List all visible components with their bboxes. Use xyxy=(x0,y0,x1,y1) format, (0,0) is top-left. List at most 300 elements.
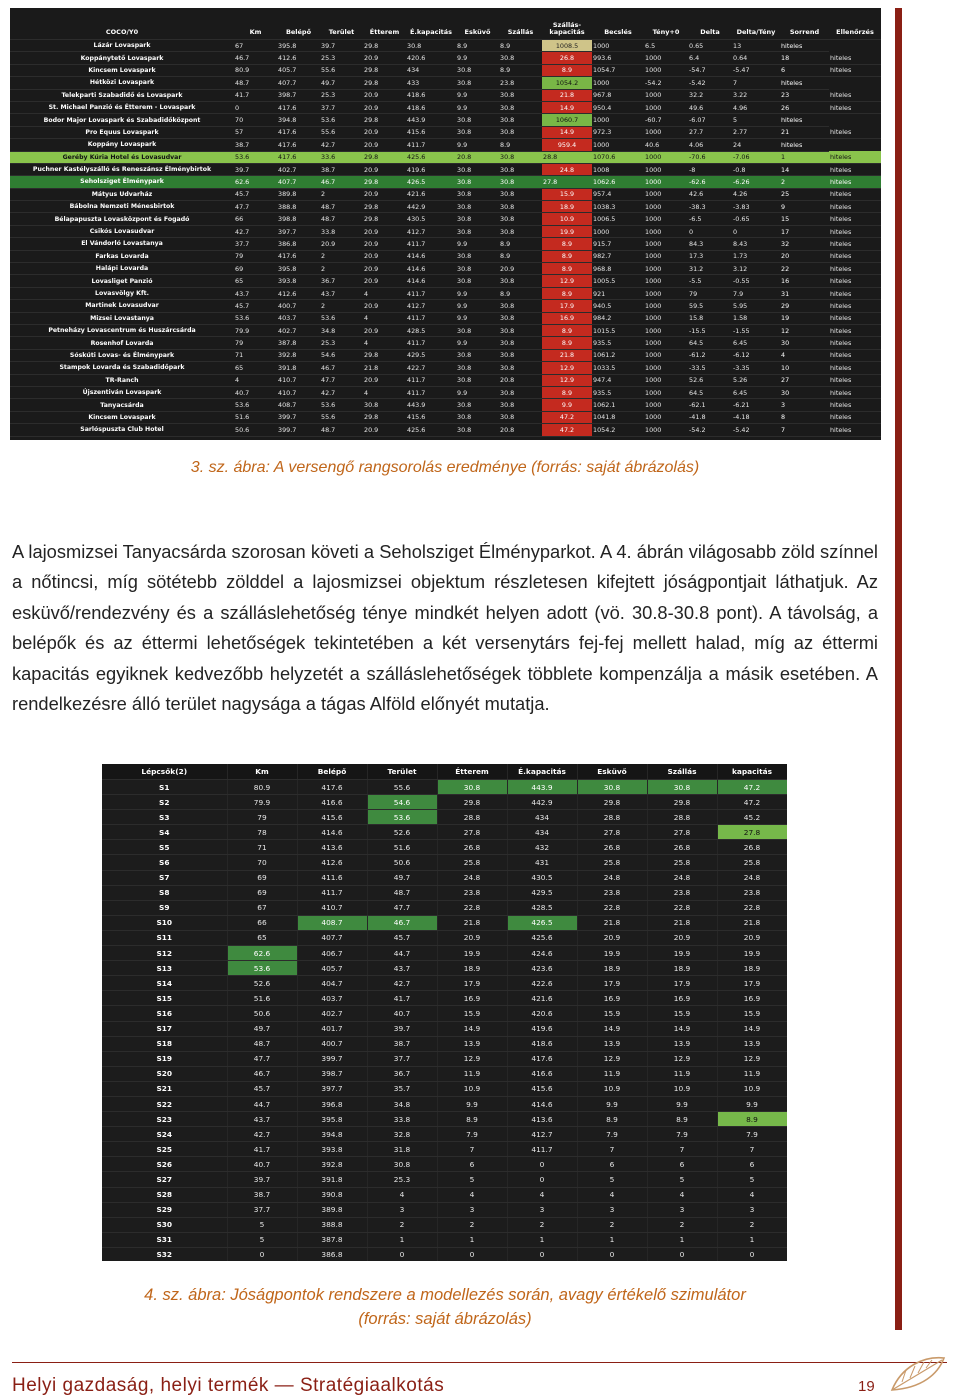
table-cell: 19.9 xyxy=(717,946,787,961)
table-row xyxy=(10,139,881,151)
table-cell: 1062.6 xyxy=(592,176,644,188)
table-row xyxy=(10,126,881,138)
table-cell: 7 xyxy=(717,1142,787,1157)
table-cell: 412.6 xyxy=(277,287,320,299)
table-cell: 55.6 xyxy=(367,780,437,795)
row-name: Bodor Major Lovaspark és Szabadidőközpont xyxy=(10,114,234,126)
table-cell: 13.9 xyxy=(647,1036,717,1051)
table-cell: 2 xyxy=(320,188,363,200)
table-cell: 6 xyxy=(717,1157,787,1172)
figure-4-caption xyxy=(0,1283,890,1331)
table-cell: 20.9 xyxy=(363,250,406,262)
table-cell: -6.21 xyxy=(732,399,780,411)
table-cell: 26.8 xyxy=(542,52,592,64)
table-cell: 935.5 xyxy=(592,386,644,398)
table-cell: 4 xyxy=(507,1187,577,1202)
table-cell: 20.9 xyxy=(363,275,406,287)
table-cell: 47.2 xyxy=(717,780,787,795)
table-cell: 31.2 xyxy=(688,263,732,275)
table-cell: -33.5 xyxy=(688,362,732,374)
table-cell: 15.9 xyxy=(647,1006,717,1021)
table-cell: 1000 xyxy=(592,225,644,237)
table-cell: 48.7 xyxy=(234,77,277,89)
table-cell: hiteles xyxy=(780,77,829,89)
table-cell: 16 xyxy=(780,275,829,287)
table-cell: 4.96 xyxy=(732,101,780,113)
table-cell: 29.8 xyxy=(577,795,647,810)
table-cell: 399.7 xyxy=(297,1051,367,1066)
table-cell: 20.9 xyxy=(363,52,406,64)
table-cell: 398.8 xyxy=(277,213,320,225)
table-cell: 22.8 xyxy=(717,900,787,915)
table-cell: 425.6 xyxy=(406,151,456,163)
table-cell: hiteles xyxy=(829,399,881,411)
table-cell: 30.8 xyxy=(456,188,499,200)
table-cell: 390.8 xyxy=(297,1187,367,1202)
table-cell: 40.6 xyxy=(644,139,688,151)
table-row xyxy=(10,238,881,250)
row-name: Puchner Kastélyszálló és Reneszánsz Élménybirtok xyxy=(10,163,234,175)
table-cell: 22.8 xyxy=(577,900,647,915)
step-label: S14 xyxy=(102,976,227,991)
table-cell: 393.8 xyxy=(297,1142,367,1157)
table-cell: 17 xyxy=(780,225,829,237)
table-cell: 30.8 xyxy=(456,225,499,237)
table-cell: 42.7 xyxy=(234,225,277,237)
table-cell: 18.9 xyxy=(577,961,647,976)
table-cell: hiteles xyxy=(829,52,881,64)
table-cell: -5.42 xyxy=(688,77,732,89)
table-cell: 421.6 xyxy=(406,188,456,200)
table-cell: 39.7 xyxy=(367,1021,437,1036)
table-row xyxy=(102,961,787,976)
row-name: Lázár Lovaspark xyxy=(10,40,234,52)
table-cell: 8.9 xyxy=(437,1112,507,1127)
table-cell: 391.8 xyxy=(277,362,320,374)
table-cell: 1 xyxy=(507,1232,577,1247)
table-cell: 4 xyxy=(234,374,277,386)
table-cell: 0 xyxy=(647,1247,717,1261)
table-cell: 1.73 xyxy=(732,250,780,262)
table-cell: hiteles xyxy=(829,213,881,225)
table-cell: 14.9 xyxy=(577,1021,647,1036)
table-cell: 53.6 xyxy=(234,399,277,411)
table-cell: 414.6 xyxy=(507,1096,577,1111)
table-cell: 6.45 xyxy=(732,337,780,349)
table-row xyxy=(10,163,881,175)
row-name: Lovasliget Panzió xyxy=(10,275,234,287)
table-cell: 4 xyxy=(437,1187,507,1202)
step-label: S29 xyxy=(102,1202,227,1217)
table-row xyxy=(102,870,787,885)
table-cell: 0 xyxy=(234,101,277,113)
step-label: S5 xyxy=(102,840,227,855)
row-name: Rosenhof Lovarda xyxy=(10,337,234,349)
table-cell: 7.9 xyxy=(717,1127,787,1142)
table-cell: 15.9 xyxy=(542,188,592,200)
table-cell: 30.8 xyxy=(456,324,499,336)
table-cell: 43.7 xyxy=(227,1112,297,1127)
table-cell: 22 xyxy=(780,263,829,275)
table-cell: 5.95 xyxy=(732,300,780,312)
table-cell: 9.9 xyxy=(456,337,499,349)
table-cell: 29.8 xyxy=(363,349,406,361)
row-name: Stampok Lovarda és Szabadidőpark xyxy=(10,362,234,374)
table-cell: 30.8 xyxy=(367,1157,437,1172)
table-cell: 2 xyxy=(320,300,363,312)
table-row xyxy=(102,1232,787,1247)
table-cell: 79 xyxy=(227,810,297,825)
table-cell: 79 xyxy=(688,287,732,299)
table-cell: 1 xyxy=(367,1232,437,1247)
table-cell: 1000 xyxy=(644,424,688,436)
column-header: Km xyxy=(227,764,297,780)
table-row xyxy=(10,201,881,213)
table-cell: 43.7 xyxy=(367,961,437,976)
table-cell: 411.7 xyxy=(406,139,456,151)
table-cell: 443.9 xyxy=(406,399,456,411)
table-cell: hiteles xyxy=(829,201,881,213)
table-cell: 425.6 xyxy=(406,424,456,436)
table-cell: 19 xyxy=(780,312,829,324)
table-cell: 32.8 xyxy=(367,1127,437,1142)
table-cell: 21 xyxy=(780,126,829,138)
table-cell: 959.4 xyxy=(542,139,592,151)
table-cell: 48.7 xyxy=(367,885,437,900)
table-cell: 8.9 xyxy=(577,1112,647,1127)
table-cell: 18 xyxy=(780,52,829,64)
table-cell: 16.9 xyxy=(577,991,647,1006)
table-cell: 7 xyxy=(647,1142,717,1157)
table-cell: -3.35 xyxy=(732,362,780,374)
table-cell: 27.8 xyxy=(647,825,717,840)
table-cell: 1000 xyxy=(644,250,688,262)
table-cell: 11.9 xyxy=(647,1066,717,1081)
column-header: Esküvő xyxy=(456,8,499,40)
table-cell: 5 xyxy=(647,1172,717,1187)
table-cell: 417.6 xyxy=(277,101,320,113)
table-cell: 8.9 xyxy=(542,386,592,398)
table-cell: 1000 xyxy=(644,362,688,374)
table-cell: 417.6 xyxy=(277,151,320,163)
table-cell: 430.5 xyxy=(406,213,456,225)
column-header: Lépcsők(2) xyxy=(102,764,227,780)
table-cell: 411.6 xyxy=(297,870,367,885)
table-cell: 51.6 xyxy=(234,411,277,423)
table-cell: 6 xyxy=(780,64,829,76)
table-cell: 64.5 xyxy=(688,337,732,349)
table-cell: -6.12 xyxy=(732,349,780,361)
table-cell: 29.8 xyxy=(437,795,507,810)
table-cell: 62.6 xyxy=(227,946,297,961)
table-cell: 24.8 xyxy=(577,870,647,885)
row-name: Petneházy Lovascentrum és Huszárcsárda xyxy=(10,324,234,336)
table-cell: 30.8 xyxy=(456,64,499,76)
table-row xyxy=(10,411,881,423)
table-cell: 7.9 xyxy=(732,287,780,299)
table-row xyxy=(10,399,881,411)
table-cell: 50.6 xyxy=(234,424,277,436)
step-label: S12 xyxy=(102,946,227,961)
table-cell: 41.7 xyxy=(234,89,277,101)
table-cell: 388.8 xyxy=(277,201,320,213)
table-cell: 1041.8 xyxy=(592,411,644,423)
row-name: Pro Equus Lovaspark xyxy=(10,126,234,138)
table-cell: 57 xyxy=(234,126,277,138)
table-cell: 12.9 xyxy=(542,275,592,287)
table-cell: 30.8 xyxy=(456,213,499,225)
table-cell: 984.2 xyxy=(592,312,644,324)
table-cell: 18.9 xyxy=(437,961,507,976)
table-cell: -60.7 xyxy=(644,114,688,126)
table-cell: 5 xyxy=(732,114,780,126)
table-cell: 18.9 xyxy=(647,961,717,976)
table-cell: 1054.2 xyxy=(592,424,644,436)
table-cell: 30.8 xyxy=(456,176,499,188)
table-cell: 10 xyxy=(780,362,829,374)
table-cell: -8 xyxy=(688,163,732,175)
table-cell: 25.3 xyxy=(367,1172,437,1187)
table-cell: 1060.7 xyxy=(542,114,592,126)
table-cell: 79 xyxy=(234,337,277,349)
table-cell: 443.9 xyxy=(507,780,577,795)
table-cell: hiteles xyxy=(829,275,881,287)
table-cell: 33.8 xyxy=(367,1112,437,1127)
table-cell: 1000 xyxy=(644,275,688,287)
table-cell: 23 xyxy=(780,89,829,101)
table-cell: hiteles xyxy=(829,89,881,101)
column-header: Szállás xyxy=(647,764,717,780)
table-cell: 386.8 xyxy=(297,1247,367,1261)
row-name: Kincsem Lovaspark xyxy=(10,411,234,423)
table-cell: 414.6 xyxy=(406,275,456,287)
table-cell: 34.8 xyxy=(367,1096,437,1111)
table-cell: 64.5 xyxy=(688,386,732,398)
table-cell: 7 xyxy=(437,1142,507,1157)
table-cell: 46.7 xyxy=(320,176,363,188)
table-cell: 411.7 xyxy=(406,287,456,299)
table-cell: 19.9 xyxy=(542,225,592,237)
column-header: Étterem xyxy=(437,764,507,780)
table-cell: 42.7 xyxy=(367,976,437,991)
figure-4-caption-line2: (forrás: saját ábrázolás) xyxy=(358,1310,532,1328)
column-header: Sorrend xyxy=(780,8,829,40)
table-cell: 48.7 xyxy=(227,1036,297,1051)
table-cell: 20.9 xyxy=(647,930,717,945)
table-cell: 1000 xyxy=(644,349,688,361)
table-cell: 1054.2 xyxy=(542,77,592,89)
table-cell: -6.07 xyxy=(688,114,732,126)
table-cell: hiteles xyxy=(829,386,881,398)
column-header: Belépő xyxy=(277,8,320,40)
table-cell: 411.7 xyxy=(406,312,456,324)
table-cell: 24.8 xyxy=(717,870,787,885)
table-cell: 29.8 xyxy=(647,795,717,810)
table-cell: 26.8 xyxy=(577,840,647,855)
table-cell: 30.8 xyxy=(456,201,499,213)
table-cell: -5.47 xyxy=(732,64,780,76)
table-cell: 9.9 xyxy=(456,287,499,299)
table-cell: 31 xyxy=(780,287,829,299)
row-name: Mátyus Udvarház xyxy=(10,188,234,200)
table-cell: 20.9 xyxy=(363,300,406,312)
table-cell: 37.7 xyxy=(234,238,277,250)
table-cell: 2 xyxy=(507,1217,577,1232)
table-cell: 1000 xyxy=(644,263,688,275)
table-cell: 20.9 xyxy=(363,101,406,113)
table-cell: 80.9 xyxy=(234,64,277,76)
table-cell: 3 xyxy=(577,1202,647,1217)
table-cell: 30.8 xyxy=(499,399,542,411)
table-cell: 79.9 xyxy=(234,324,277,336)
table-row xyxy=(102,1217,787,1232)
table-cell: 70 xyxy=(227,855,297,870)
table-cell: 17.9 xyxy=(542,300,592,312)
table-cell: 1000 xyxy=(592,77,644,89)
table-cell: 53.6 xyxy=(367,810,437,825)
table-cell: 44.7 xyxy=(227,1096,297,1111)
table-cell: -0.8 xyxy=(732,163,780,175)
table-cell: 12.9 xyxy=(717,1051,787,1066)
table-cell: 9.9 xyxy=(456,312,499,324)
table-cell: 41.7 xyxy=(367,991,437,1006)
table-cell: 417.6 xyxy=(507,1051,577,1066)
column-header: Delta/Tény xyxy=(732,8,780,40)
table-cell: 29.8 xyxy=(363,151,406,163)
table-cell: 915.7 xyxy=(592,238,644,250)
table-cell: 405.7 xyxy=(297,961,367,976)
table-cell: 47.2 xyxy=(717,795,787,810)
table-cell: 30.8 xyxy=(456,349,499,361)
table-cell: 1.58 xyxy=(732,312,780,324)
table-cell: 410.7 xyxy=(297,900,367,915)
table-cell: 45.7 xyxy=(367,930,437,945)
table-cell: 47.7 xyxy=(367,900,437,915)
row-name: TR-Ranch xyxy=(10,374,234,386)
table-cell: 20 xyxy=(780,250,829,262)
table-cell: 20.9 xyxy=(363,89,406,101)
table-cell: 17.9 xyxy=(437,976,507,991)
table-cell: 9.9 xyxy=(717,1096,787,1111)
table-cell: 411.7 xyxy=(297,885,367,900)
table-cell: 48.7 xyxy=(320,201,363,213)
table-cell: 1000 xyxy=(644,163,688,175)
table-row xyxy=(102,855,787,870)
table-cell: 16.9 xyxy=(437,991,507,1006)
table-cell: 9.9 xyxy=(542,399,592,411)
table-row xyxy=(10,300,881,312)
table-cell: 65 xyxy=(227,930,297,945)
table-cell: 84.3 xyxy=(688,238,732,250)
table-cell: 27.8 xyxy=(542,176,592,188)
table-cell: 6.45 xyxy=(732,386,780,398)
table-cell: 40.7 xyxy=(227,1157,297,1172)
table-cell: 38.7 xyxy=(320,163,363,175)
table-cell: 30.8 xyxy=(577,780,647,795)
table-cell: 402.7 xyxy=(297,1006,367,1021)
table-cell: 20.9 xyxy=(363,374,406,386)
table-cell: 3 xyxy=(647,1202,717,1217)
column-header: Ellenőrzés xyxy=(829,8,881,40)
table-cell: hiteles xyxy=(829,312,881,324)
table-cell: 4 xyxy=(577,1187,647,1202)
table-cell: -5.42 xyxy=(732,424,780,436)
table-cell: 30.8 xyxy=(499,176,542,188)
step-label: S6 xyxy=(102,855,227,870)
table-cell: 20.9 xyxy=(363,163,406,175)
table-cell: -54.2 xyxy=(644,77,688,89)
footer-rule xyxy=(12,1362,947,1363)
table-cell: 50.6 xyxy=(227,1006,297,1021)
table-cell: 4 xyxy=(367,1187,437,1202)
table-row xyxy=(10,225,881,237)
table-cell: 53.6 xyxy=(320,312,363,324)
table-cell: 6 xyxy=(437,1157,507,1172)
table-cell: 20.9 xyxy=(363,424,406,436)
table-cell: 30.8 xyxy=(499,362,542,374)
table-cell: 0 xyxy=(437,1247,507,1261)
table-cell: 422.7 xyxy=(406,362,456,374)
table-cell: 33.8 xyxy=(320,225,363,237)
table-row xyxy=(10,114,881,126)
table-cell: 43.7 xyxy=(320,287,363,299)
table-cell: 4 xyxy=(363,312,406,324)
table-cell: 69 xyxy=(227,885,297,900)
table-cell: 11.9 xyxy=(717,1066,787,1081)
table-row xyxy=(102,976,787,991)
table-cell: 434 xyxy=(507,810,577,825)
table-cell: 4 xyxy=(780,349,829,361)
table-cell: 425.6 xyxy=(507,930,577,945)
table-cell: 20.9 xyxy=(499,263,542,275)
table-cell: 35.7 xyxy=(367,1081,437,1096)
table-cell: 1000 xyxy=(644,176,688,188)
table-cell: 49.7 xyxy=(227,1021,297,1036)
table-cell: 30.8 xyxy=(363,399,406,411)
table-cell: 428.5 xyxy=(507,900,577,915)
table-cell: 1000 xyxy=(644,213,688,225)
table-cell: 19.9 xyxy=(647,946,717,961)
table-cell: 417.6 xyxy=(277,126,320,138)
table-cell: 49.6 xyxy=(688,101,732,113)
table-cell: 15.8 xyxy=(688,312,732,324)
table-cell: 5 xyxy=(227,1232,297,1247)
table-cell: 27.8 xyxy=(717,825,787,840)
table-cell: 14.9 xyxy=(717,1021,787,1036)
table-cell: 1000 xyxy=(592,139,644,151)
step-label: S9 xyxy=(102,900,227,915)
table-cell: 5 xyxy=(227,1217,297,1232)
row-name: Bábolna Nemzeti Ménesbirtok xyxy=(10,201,234,213)
table-cell: 968.8 xyxy=(592,263,644,275)
table-cell: 29.8 xyxy=(363,411,406,423)
table-cell: 0 xyxy=(507,1172,577,1187)
table-cell: 7.9 xyxy=(437,1127,507,1142)
table-cell: 0 xyxy=(507,1157,577,1172)
table-cell: 40.7 xyxy=(367,1006,437,1021)
row-name: Hétközi Lovaspark xyxy=(10,77,234,89)
table-cell: 39.7 xyxy=(227,1172,297,1187)
table-cell: 8.9 xyxy=(499,287,542,299)
table-cell: 993.6 xyxy=(592,52,644,64)
table-cell: 20.9 xyxy=(320,238,363,250)
table-row xyxy=(102,885,787,900)
table-cell: 414.6 xyxy=(297,825,367,840)
table-cell: 412.7 xyxy=(406,225,456,237)
table-cell: 0.65 xyxy=(688,40,732,52)
table-cell: hiteles xyxy=(829,101,881,113)
table-cell: 47.7 xyxy=(234,201,277,213)
